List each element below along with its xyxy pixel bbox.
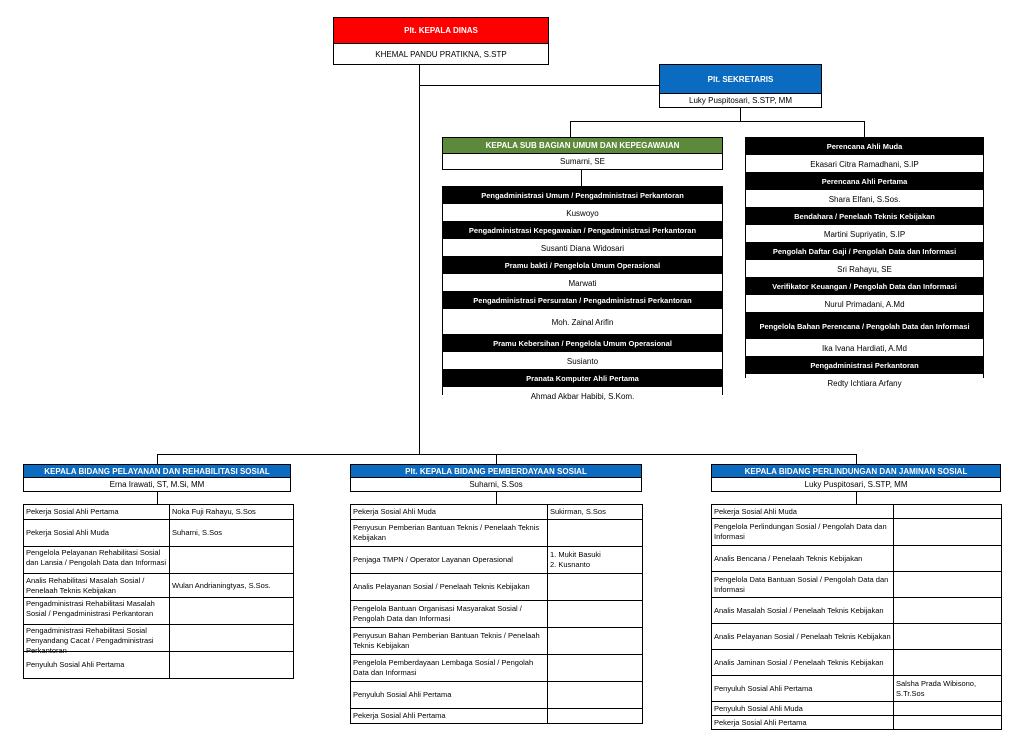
connector-bidang2-table [496, 492, 497, 504]
fungsional-position: Bendahara / Penelaah Teknis Kebijakan [746, 208, 983, 226]
name-cell: Sukirman, S.Sos [548, 505, 643, 520]
bidang2-title: Plt. KEPALA BIDANG PEMBERDAYAAN SOSIAL [350, 464, 642, 478]
bidang3-name: Luky Puspitosari, S.STP, MM [711, 478, 1001, 492]
sekretaris-name: Luky Puspitosari, S.STP, MM [659, 94, 822, 108]
table-row [351, 601, 643, 628]
table-row [24, 598, 294, 625]
subbag-staff-name: Marwati [443, 275, 722, 292]
fungsional-staff-list [745, 137, 984, 388]
name-cell [548, 520, 643, 547]
name-cell [894, 702, 1002, 716]
table-row [351, 505, 643, 520]
fungsional-position: Verifikator Keuangan / Pengolah Data dan Informasi [746, 278, 983, 296]
bidang3-staff-table [711, 504, 1002, 730]
position-cell: Pekerja Sosial Ahli Pertama [351, 709, 548, 724]
fungsional-position: Perencana Ahli Muda [746, 138, 983, 156]
position-cell: Penyuluh Sosial Ahli Pertama [712, 676, 894, 702]
name-cell: Wulan Andrianingtyas, S.Sos. [170, 574, 294, 598]
table-row [712, 676, 1002, 702]
table-row [351, 709, 643, 724]
bidang1-title: KEPALA BIDANG PELAYANAN DAN REHABILITASI SOSIAL [23, 464, 291, 478]
subbag-staff-name: Kuswoyo [443, 205, 722, 222]
name-cell: Noka Fuji Rahayu, S.Sos [170, 505, 294, 520]
name-cell: 1. Mukit Basuki 2. Kusnanto [548, 547, 643, 574]
table-row [712, 716, 1002, 730]
position-cell [24, 547, 170, 574]
position-cell: Pekerja Sosial Ahli Muda [351, 505, 548, 520]
table-row [712, 624, 1002, 650]
subbag-staff-name: Susianto [443, 353, 722, 370]
position-cell: Penjaga TMPN / Operator Layanan Operasional [351, 547, 548, 574]
position-cell: Penyuluh Sosial Ahli Pertama [351, 682, 548, 709]
name-cell [548, 628, 643, 655]
connector-bidang3-table [856, 492, 857, 504]
position-cell: Pengelola Data Bantuan Sosial / Pengolah Data dan Informasi [712, 572, 894, 598]
table-row [24, 505, 294, 520]
position-cell: Analis Pelayanan Sosial / Penelaah Teknis Kebijakan [351, 574, 548, 601]
fungsional-position: Perencana Ahli Pertama [746, 173, 983, 191]
bidang2-staff-table [350, 504, 643, 724]
name-cell [170, 652, 294, 679]
subbag-staff-position: Pramu Kebersihan / Pengelola Umum Operasional [443, 335, 722, 353]
position-cell: Penyuluh Sosial Ahli Muda [712, 702, 894, 716]
table-row [712, 572, 1002, 598]
table-row [24, 625, 294, 652]
connector-bidang-horizontal [157, 454, 857, 455]
bidang1-name: Erna Irawati, ST, M.Si, MM [23, 478, 291, 492]
fungsional-name: Martini Supriyatin, S.IP [746, 226, 983, 243]
table-row [712, 702, 1002, 716]
table-row [351, 547, 643, 574]
name-cell [894, 505, 1002, 519]
table-row [351, 520, 643, 547]
name-cell [894, 624, 1002, 650]
connector-sekretaris-down [740, 108, 741, 122]
fungsional-position: Pengolah Daftar Gaji / Pengolah Data dan Informasi [746, 243, 983, 261]
position-cell: Analis Pelayanan Sosial / Penelaah Teknis Kebijakan [712, 624, 894, 650]
table-row [712, 546, 1002, 572]
fungsional-position: Pengadministrasi Perkantoran [746, 357, 983, 375]
fungsional-name: Ekasari Citra Ramadhani, S.IP [746, 156, 983, 173]
table-row [24, 574, 294, 598]
name-cell [548, 601, 643, 628]
connector-bidang3-down [856, 454, 857, 464]
connector-bidang1-down [157, 454, 158, 464]
position-cell: Pengelola Bantuan Organisasi Masyarakat Sosial / Pengolah Data dan Informasi [351, 601, 548, 628]
subbag-staff-position: Pengadministrasi Persuratan / Pengadministrasi Perkantoran [443, 292, 722, 310]
table-row [712, 650, 1002, 676]
name-cell [894, 546, 1002, 572]
name-cell: Suharni, S.Sos [170, 520, 294, 547]
subbag-staff-name: Moh. Zainal Arifin [443, 310, 722, 335]
position-text: Pengadministrasi Rehabilitasi Sosial Penyandang Cacat / Pengadministrasi Perkantoran [26, 626, 154, 655]
table-row [712, 598, 1002, 624]
position-cell: Penyusun Pemberian Bantuan Teknis / Penelaah Teknis Kebijakan [351, 520, 548, 547]
position-cell: Analis Jaminan Sosial / Penelaah Teknis Kebijakan [712, 650, 894, 676]
bidang3-title: KEPALA BIDANG PERLINDUNGAN DAN JAMINAN SOSIAL [711, 464, 1001, 478]
name-cell [894, 650, 1002, 676]
connector-main-vertical [419, 65, 420, 454]
name-cell [170, 625, 294, 652]
name-cell [548, 682, 643, 709]
position-text: Pengadministrasi Rehabilitasi Masalah Sosial / Pengadministrasi Perkantoran [26, 599, 155, 618]
position-cell: Analis Masalah Sosial / Penelaah Teknis Kebijakan [712, 598, 894, 624]
table-row [351, 574, 643, 601]
name-cell [170, 547, 294, 574]
table-row [351, 628, 643, 655]
subbag-staff-position: Pranata Komputer Ahli Pertama [443, 370, 722, 388]
position-cell: Penyusun Bahan Pemberian Bantuan Teknis / Penelaah Teknis Kebijakan [351, 628, 548, 655]
connector-bidang2-down [496, 454, 497, 464]
fungsional-name: Nurul Primadani, A.Md [746, 296, 983, 313]
subbag-staff-position: Pramu bakti / Pengelola Umum Operasional [443, 257, 722, 275]
connector-bidang1-table [157, 492, 158, 504]
connector-to-sekretaris [419, 85, 659, 86]
position-cell: Pekerja Sosial Ahli Muda [712, 505, 894, 519]
fungsional-name: Sri Rahayu, SE [746, 261, 983, 278]
name-cell [894, 598, 1002, 624]
sekretaris-title: Plt. SEKRETARIS [659, 64, 822, 94]
position-cell: Analis Rehabilitasi Masalah Sosial / Penelaah Teknis Kebijakan [24, 574, 170, 598]
connector-fungsional-down [864, 121, 865, 137]
connector-sekretaris-branch [570, 121, 864, 122]
fungsional-position: Pengelola Bahan Perencana / Pengolah Data dan Informasi [746, 313, 983, 340]
subbag-staff-position: Pengadministrasi Kepegawaian / Pengadministrasi Perkantoran [443, 222, 722, 240]
name-cell [894, 716, 1002, 730]
position-cell: Pengelola Perlindungan Sosial / Pengolah Data dan Informasi [712, 519, 894, 546]
table-row [351, 682, 643, 709]
position-cell: Pekerja Sosial Ahli Muda [24, 520, 170, 547]
bidang1-staff-table [23, 504, 294, 679]
position-cell: Pekerja Sosial Ahli Pertama [712, 716, 894, 730]
connector-subbag-down [570, 121, 571, 137]
fungsional-name: Shara Elfani, S.Sos. [746, 191, 983, 208]
name-cell [894, 572, 1002, 598]
name-cell: Salsha Prada Wibisono, S.Tr.Sos [894, 676, 1002, 702]
name-cell [548, 574, 643, 601]
position-cell: Analis Bencana / Penelaah Teknis Kebijakan [712, 546, 894, 572]
position-text: Pengelola Pelayanan Rehabilitasi Sosial dan Lansia / Pengolah Data dan Informasi [26, 548, 167, 567]
name-cell [894, 519, 1002, 546]
position-cell: Pekerja Sosial Ahli Pertama [24, 505, 170, 520]
subbag-name: Sumarni, SE [442, 154, 723, 170]
fungsional-name: Redty Ichtiara Arfany [746, 375, 983, 391]
subbag-staff-name: Ahmad Akbar Habibi, S.Kom. [443, 388, 722, 404]
name-cell [170, 598, 294, 625]
subbag-title: KEPALA SUB BAGIAN UMUM DAN KEPEGAWAIAN [442, 137, 723, 154]
table-row [351, 655, 643, 682]
bidang2-name: Suharni, S.Sos [350, 478, 642, 492]
fungsional-name: Ika Ivana Hardiati, A.Md [746, 340, 983, 357]
subbag-staff-name: Susanti Diana Widosari [443, 240, 722, 257]
table-row [24, 520, 294, 547]
subbag-staff-list [442, 186, 723, 401]
table-row [712, 505, 1002, 519]
position-cell [24, 625, 170, 655]
position-cell [24, 598, 170, 625]
name-cell [548, 655, 643, 682]
kepala-dinas-name: KHEMAL PANDU PRATIKNA, S.STP [333, 44, 549, 65]
subbag-staff-position: Pengadministrasi Umum / Pengadministrasi Perkantoran [443, 187, 722, 205]
name-cell [548, 709, 643, 724]
connector-subbag-staff [581, 170, 582, 186]
position-cell: Penyuluh Sosial Ahli Pertama [24, 652, 170, 679]
position-cell: Pengelola Pemberdayaan Lembaga Sosial / Pengolah Data dan Informasi [351, 655, 548, 682]
kepala-dinas-title: Plt. KEPALA DINAS [333, 17, 549, 44]
table-row [712, 519, 1002, 546]
table-row [24, 547, 294, 574]
